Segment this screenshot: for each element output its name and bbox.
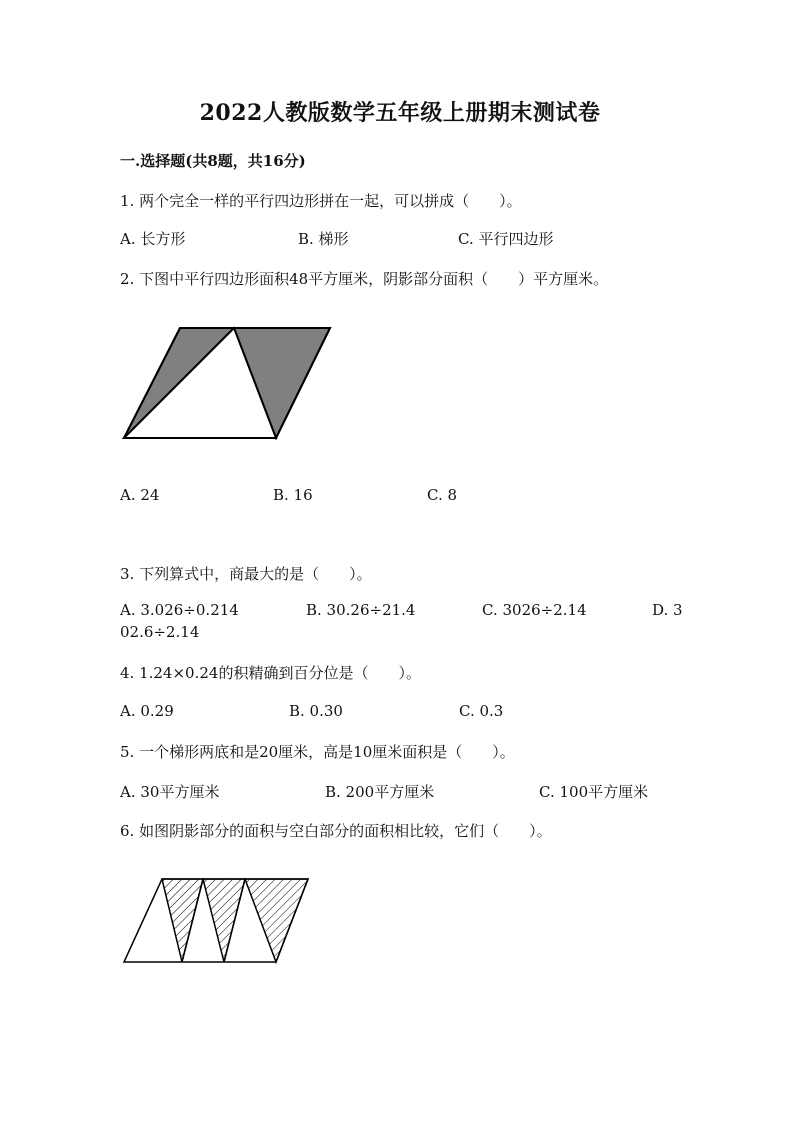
hatched-triangle-2 [203, 879, 245, 962]
question-2-stem: 2. 下图中平行四边形面积48平方厘米，阴影部分面积（ ）平方厘米。 [120, 270, 609, 288]
question-3-stem: 3. 下列算式中，商最大的是（ ）。 [120, 565, 372, 583]
section-heading: 一.选择题(共8题，共16分) [120, 152, 306, 170]
question-3-option-b: B. 30.26÷21.4 [306, 601, 416, 619]
question-6-stem: 6. 如图阴影部分的面积与空白部分的面积相比较，它们（ ）。 [120, 822, 552, 840]
question-1-option-c: C. 平行四边形 [458, 230, 554, 248]
question-1-stem: 1. 两个完全一样的平行四边形拼在一起，可以拼成（ ）。 [120, 192, 522, 210]
question-4-option-b: B. 0.30 [289, 702, 343, 720]
question-3-option-a: A. 3.026÷0.214 [120, 601, 239, 619]
question-3-option-c: C. 3026÷2.14 [482, 601, 587, 619]
hatched-triangle-1 [162, 879, 203, 962]
question-5-option-c: C. 100平方厘米 [539, 783, 649, 801]
question-2-option-c: C. 8 [427, 486, 458, 504]
question-2-option-a: A. 24 [120, 486, 160, 504]
question-1-option-b: B. 梯形 [298, 230, 349, 248]
page-title: 2022人教版数学五年级上册期末测试卷 [199, 100, 601, 126]
question-1-option-a: A. 长方形 [120, 230, 186, 248]
question-3-option-d-wrap: 02.6÷2.14 [120, 623, 200, 641]
hatched-triangle-3 [245, 879, 308, 962]
question-5-option-b: B. 200平方厘米 [325, 783, 435, 801]
question-5-stem: 5. 一个梯形两底和是20厘米，高是10厘米面积是（ ）。 [120, 743, 515, 761]
question-4-option-c: C. 0.3 [459, 702, 504, 720]
question-4-stem: 4. 1.24×0.24的积精确到百分位是（ ）。 [120, 664, 421, 682]
question-5-option-a: A. 30平方厘米 [120, 783, 220, 801]
question-4-option-a: A. 0.29 [120, 702, 174, 720]
question-3-option-d: D. 3 [652, 601, 683, 619]
question-2-option-b: B. 16 [273, 486, 313, 504]
